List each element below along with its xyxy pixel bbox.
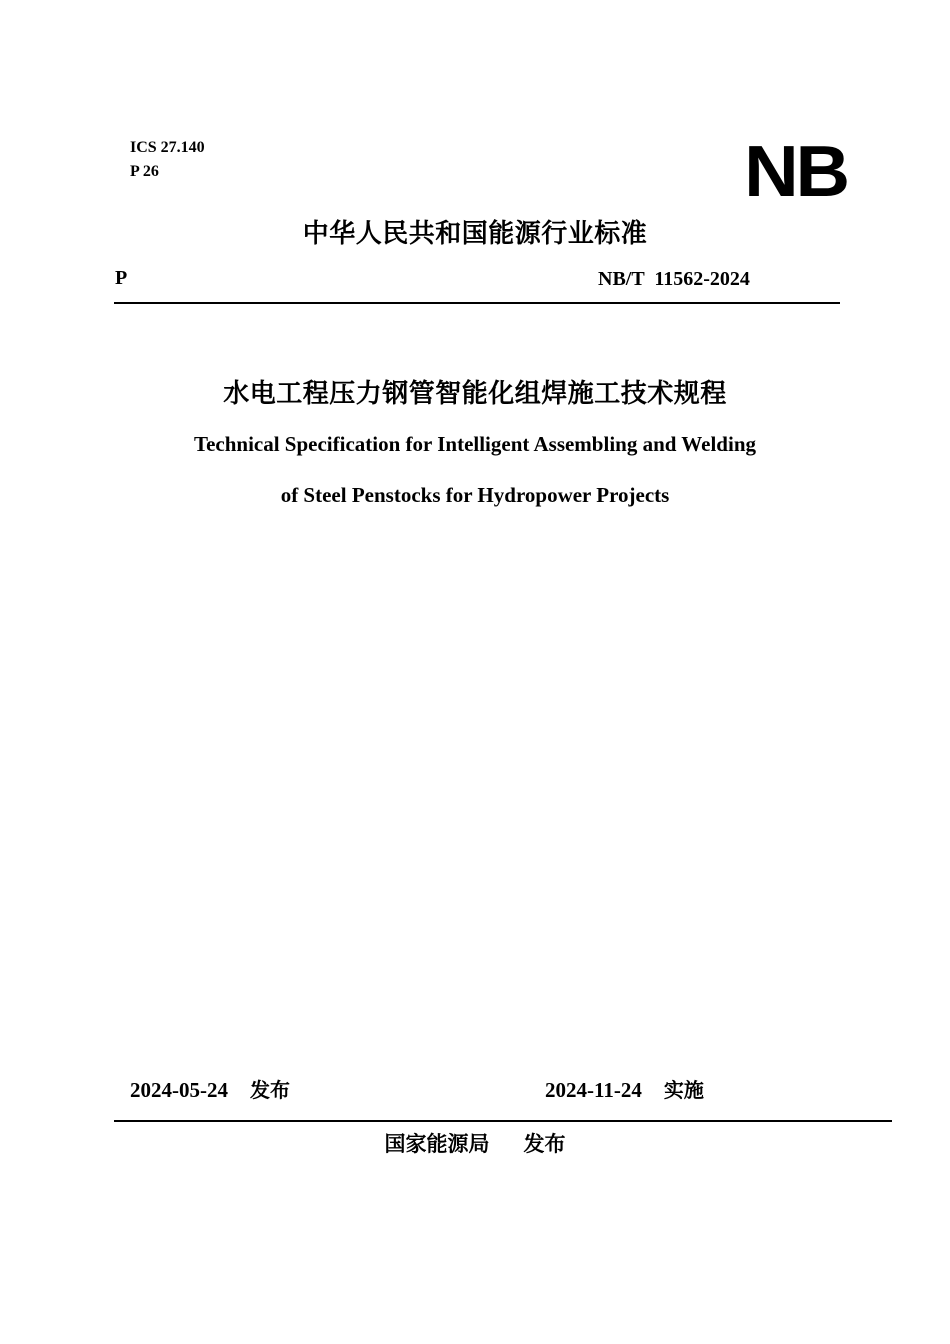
issuer-line bbox=[0, 1128, 950, 1160]
implement-date-line bbox=[545, 1075, 704, 1105]
org-title: 中华人民共和国能源行业标准 bbox=[302, 219, 648, 249]
chinese-title: 水电工程压力钢管智能化组焊施工技术规程 bbox=[223, 379, 727, 409]
english-title-line-2: of Steel Penstocks for Hydropower Projects bbox=[280, 483, 670, 507]
ics-code: ICS 27.140 bbox=[130, 139, 205, 156]
standard-number: NB/T 11562-2024 bbox=[598, 268, 750, 290]
category-letter: P bbox=[115, 267, 128, 289]
english-title-line-1: Technical Specification for Intelligent Assembling and Welding bbox=[193, 432, 757, 456]
nb-logo: NB bbox=[744, 132, 847, 212]
publish-label: 发布 bbox=[250, 1078, 290, 1102]
issuer-name: 国家能源局 bbox=[384, 1132, 490, 1156]
bottom-divider bbox=[114, 1120, 892, 1122]
top-divider bbox=[114, 302, 840, 304]
classification-code: P 26 bbox=[130, 163, 159, 180]
implement-date: 2024-11-24 bbox=[545, 1078, 642, 1102]
issuer-label: 发布 bbox=[523, 1132, 566, 1156]
implement-label: 实施 bbox=[663, 1078, 704, 1102]
publish-date: 2024-05-24 bbox=[130, 1078, 228, 1102]
publish-date-line bbox=[130, 1075, 290, 1105]
